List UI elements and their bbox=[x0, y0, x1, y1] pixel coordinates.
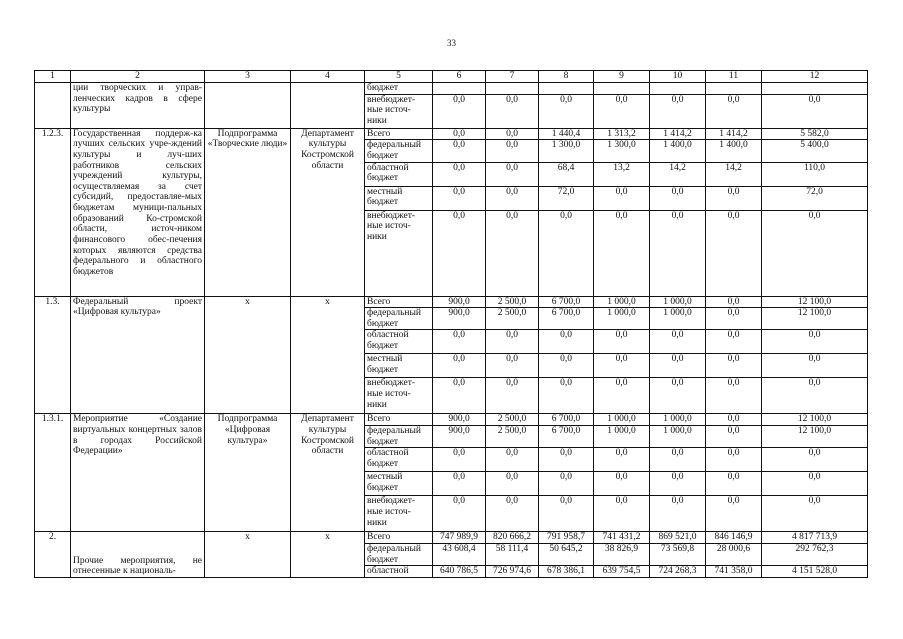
funding-source: местный бюджет bbox=[365, 354, 433, 378]
value-cell: 0,0 bbox=[594, 378, 650, 414]
value-cell: 28 000,6 bbox=[706, 543, 762, 565]
column-header: 12 bbox=[762, 71, 868, 83]
value-cell: 5 400,0 bbox=[762, 140, 868, 162]
table-row bbox=[35, 83, 868, 95]
value-cell: 0,0 bbox=[706, 426, 762, 448]
row-description: Мероприятие «Создание виртуальных концертных залов в городах Российской Федерации» bbox=[71, 414, 205, 532]
value-cell: 0,0 bbox=[433, 210, 486, 296]
value-cell: 0,0 bbox=[486, 210, 539, 296]
value-cell: 1 000,0 bbox=[650, 414, 706, 426]
value-cell: 0,0 bbox=[762, 94, 868, 128]
funding-source: областной бюджет bbox=[365, 162, 433, 186]
value-cell: 0,0 bbox=[650, 472, 706, 496]
value-cell: 14,2 bbox=[706, 162, 762, 186]
executor-cell: Департамент культуры Костромской области bbox=[291, 414, 365, 532]
row-number: 1.2.3. bbox=[35, 128, 71, 296]
value-cell: 900,0 bbox=[433, 296, 486, 308]
value-cell: 0,0 bbox=[650, 378, 706, 414]
row-number-cell bbox=[35, 83, 71, 129]
value-cell: 0,0 bbox=[433, 186, 486, 210]
value-cell: 0,0 bbox=[762, 354, 868, 378]
value-cell: 2 500,0 bbox=[486, 308, 539, 330]
table-row bbox=[35, 532, 868, 544]
value-cell: 5 582,0 bbox=[762, 128, 868, 140]
value-cell: 0,0 bbox=[433, 330, 486, 354]
row-number: 1.3. bbox=[35, 296, 71, 414]
value-cell: 1 000,0 bbox=[594, 414, 650, 426]
value-cell: 0,0 bbox=[594, 354, 650, 378]
value-cell: 726 974,6 bbox=[486, 566, 539, 578]
value-cell: 724 268,3 bbox=[650, 566, 706, 578]
value-cell: 0,0 bbox=[594, 496, 650, 532]
value-cell: 0,0 bbox=[433, 162, 486, 186]
value-cell: 741 358,0 bbox=[706, 566, 762, 578]
value-cell: 0,0 bbox=[486, 330, 539, 354]
value-cell: 0,0 bbox=[762, 330, 868, 354]
value-cell: 0,0 bbox=[706, 414, 762, 426]
value-cell: 678 386,1 bbox=[539, 566, 594, 578]
value-cell: 1 000,0 bbox=[650, 308, 706, 330]
value-cell: 72,0 bbox=[539, 186, 594, 210]
value-cell: 0,0 bbox=[650, 354, 706, 378]
value-cell bbox=[594, 83, 650, 95]
funding-source: федеральный бюджет bbox=[365, 543, 433, 565]
page-number: 33 bbox=[447, 38, 456, 48]
value-cell: 0,0 bbox=[706, 354, 762, 378]
value-cell: 1 400,0 bbox=[706, 140, 762, 162]
value-cell: 73 569,8 bbox=[650, 543, 706, 565]
value-cell: 0,0 bbox=[486, 496, 539, 532]
value-cell: 0,0 bbox=[486, 128, 539, 140]
value-cell: 1 414,2 bbox=[650, 128, 706, 140]
funding-source: внебюджет-ные источ-ники bbox=[365, 378, 433, 414]
column-header: 5 bbox=[365, 71, 433, 83]
value-cell: 0,0 bbox=[706, 210, 762, 296]
value-cell: 4 151 528,0 bbox=[762, 566, 868, 578]
value-cell: 0,0 bbox=[433, 378, 486, 414]
value-cell bbox=[433, 83, 486, 95]
value-cell: 0,0 bbox=[539, 378, 594, 414]
value-cell: 747 989,9 bbox=[433, 532, 486, 544]
value-cell: 1 313,2 bbox=[594, 128, 650, 140]
value-cell: 43 608,4 bbox=[433, 543, 486, 565]
table-row bbox=[35, 414, 868, 426]
header-row bbox=[35, 71, 868, 83]
funding-source: внебюджет-ные источ-ники bbox=[365, 210, 433, 296]
value-cell: 791 958,7 bbox=[539, 532, 594, 544]
value-cell: 0,0 bbox=[539, 354, 594, 378]
funding-source: федеральный бюджет bbox=[365, 426, 433, 448]
row-number: 2. bbox=[35, 532, 71, 578]
value-cell: 0,0 bbox=[650, 496, 706, 532]
executor-cell: Департамент культуры Костромской области bbox=[291, 128, 365, 296]
value-cell: 0,0 bbox=[650, 94, 706, 128]
row-description-text: Прочие мероприятия, не отнесенные к националь- bbox=[73, 555, 202, 577]
value-cell bbox=[650, 83, 706, 95]
funding-source: внебюджет-ные источ-ники bbox=[365, 496, 433, 532]
value-cell: 0,0 bbox=[486, 472, 539, 496]
value-cell: 0,0 bbox=[650, 330, 706, 354]
funding-source: областной бюджет bbox=[365, 330, 433, 354]
value-cell: 0,0 bbox=[433, 354, 486, 378]
value-cell: 6 700,0 bbox=[539, 296, 594, 308]
value-cell: 1 000,0 bbox=[594, 426, 650, 448]
value-cell: 900,0 bbox=[433, 414, 486, 426]
value-cell: 900,0 bbox=[433, 426, 486, 448]
value-cell: 0,0 bbox=[762, 472, 868, 496]
value-cell bbox=[706, 83, 762, 95]
value-cell: 1 400,0 bbox=[650, 140, 706, 162]
value-cell: 0,0 bbox=[594, 94, 650, 128]
value-cell: 72,0 bbox=[762, 186, 868, 210]
value-cell: 741 431,2 bbox=[594, 532, 650, 544]
value-cell: 38 826,9 bbox=[594, 543, 650, 565]
value-cell: 12 100,0 bbox=[762, 308, 868, 330]
value-cell: 0,0 bbox=[539, 330, 594, 354]
value-cell: 0,0 bbox=[539, 472, 594, 496]
value-cell: 0,0 bbox=[650, 448, 706, 472]
value-cell: 0,0 bbox=[762, 496, 868, 532]
value-cell: 0,0 bbox=[486, 162, 539, 186]
budget-table bbox=[34, 70, 868, 578]
value-cell: 58 111,4 bbox=[486, 543, 539, 565]
value-cell: 4 817 713,9 bbox=[762, 532, 868, 544]
value-cell: 0,0 bbox=[539, 210, 594, 296]
value-cell: 13,2 bbox=[594, 162, 650, 186]
value-cell: 0,0 bbox=[594, 186, 650, 210]
value-cell: 0,0 bbox=[594, 210, 650, 296]
funding-source: внебюджет-ные источ-ники bbox=[365, 94, 433, 128]
value-cell: 1 000,0 bbox=[594, 308, 650, 330]
value-cell: 0,0 bbox=[433, 496, 486, 532]
value-cell: 0,0 bbox=[650, 186, 706, 210]
column-header: 7 bbox=[486, 71, 539, 83]
value-cell: 0,0 bbox=[594, 448, 650, 472]
row-description: Государственная поддерж-ка лучших сельских учре-ждений культуры и луч-ших работников сельских учреждений культуры, осуществляемая за счет субсидий, предоставляе-мых бюджетам муници-пальных образований Ко-стромской области, источ-ником финансового обес-печения которых являются средства федерального и областного бюджетов bbox=[71, 128, 205, 296]
value-cell: 0,0 bbox=[539, 94, 594, 128]
value-cell: 50 645,2 bbox=[539, 543, 594, 565]
value-cell: 0,0 bbox=[539, 448, 594, 472]
column-header: 8 bbox=[539, 71, 594, 83]
column-header: 1 bbox=[35, 71, 71, 83]
funding-source: областной bbox=[365, 566, 433, 578]
value-cell: 1 000,0 bbox=[650, 296, 706, 308]
column-header: 4 bbox=[291, 71, 365, 83]
program-cell: Подпрограмма «Цифровая культура» bbox=[205, 414, 291, 532]
value-cell: 12 100,0 bbox=[762, 426, 868, 448]
funding-source: Всего bbox=[365, 128, 433, 140]
value-cell: 14,2 bbox=[650, 162, 706, 186]
funding-source: бюджет bbox=[365, 83, 433, 95]
value-cell: 0,0 bbox=[539, 496, 594, 532]
funding-source: областной бюджет bbox=[365, 448, 433, 472]
value-cell: 1 440,4 bbox=[539, 128, 594, 140]
row-number: 1.3.1. bbox=[35, 414, 71, 532]
column-header: 3 bbox=[205, 71, 291, 83]
funding-source: Всего bbox=[365, 414, 433, 426]
table-row bbox=[35, 128, 868, 140]
value-cell: 846 146,9 bbox=[706, 532, 762, 544]
value-cell: 0,0 bbox=[433, 94, 486, 128]
value-cell: 869 521,0 bbox=[650, 532, 706, 544]
value-cell: 1 414,2 bbox=[706, 128, 762, 140]
program-cell: Подпрограмма «Творческие люди» bbox=[205, 128, 291, 296]
value-cell: 0,0 bbox=[706, 496, 762, 532]
row-description bbox=[71, 532, 205, 578]
value-cell: 0,0 bbox=[706, 94, 762, 128]
value-cell bbox=[762, 83, 868, 95]
value-cell: 0,0 bbox=[706, 186, 762, 210]
value-cell: 6 700,0 bbox=[539, 414, 594, 426]
value-cell bbox=[486, 83, 539, 95]
column-header: 10 bbox=[650, 71, 706, 83]
value-cell: 0,0 bbox=[706, 296, 762, 308]
value-cell: 292 762,3 bbox=[762, 543, 868, 565]
value-cell: 0,0 bbox=[650, 210, 706, 296]
value-cell: 1 000,0 bbox=[594, 296, 650, 308]
funding-source: местный бюджет bbox=[365, 472, 433, 496]
funding-source: Всего bbox=[365, 296, 433, 308]
value-cell: 68,4 bbox=[539, 162, 594, 186]
value-cell: 0,0 bbox=[762, 448, 868, 472]
value-cell: 640 786,5 bbox=[433, 566, 486, 578]
value-cell: 0,0 bbox=[433, 128, 486, 140]
value-cell: 0,0 bbox=[486, 354, 539, 378]
value-cell: 0,0 bbox=[486, 378, 539, 414]
program-cell bbox=[205, 83, 291, 129]
value-cell: 12 100,0 bbox=[762, 296, 868, 308]
value-cell: 12 100,0 bbox=[762, 414, 868, 426]
value-cell: 0,0 bbox=[594, 472, 650, 496]
row-description: ции творческих и управ-ленческих кадров в сфере культуры bbox=[71, 83, 205, 129]
funding-source: местный бюджет bbox=[365, 186, 433, 210]
executor-cell: х bbox=[291, 532, 365, 578]
value-cell: 0,0 bbox=[433, 448, 486, 472]
value-cell: 639 754,5 bbox=[594, 566, 650, 578]
value-cell: 0,0 bbox=[486, 448, 539, 472]
value-cell: 0,0 bbox=[762, 210, 868, 296]
value-cell: 1 300,0 bbox=[594, 140, 650, 162]
funding-source: федеральный бюджет bbox=[365, 308, 433, 330]
value-cell: 820 666,2 bbox=[486, 532, 539, 544]
value-cell: 6 700,0 bbox=[539, 426, 594, 448]
executor-cell: х bbox=[291, 296, 365, 414]
funding-source: федеральный бюджет bbox=[365, 140, 433, 162]
value-cell: 0,0 bbox=[706, 472, 762, 496]
value-cell: 0,0 bbox=[486, 94, 539, 128]
column-header: 9 bbox=[594, 71, 650, 83]
value-cell: 110,0 bbox=[762, 162, 868, 186]
program-cell: х bbox=[205, 296, 291, 414]
value-cell: 900,0 bbox=[433, 308, 486, 330]
value-cell: 1 300,0 bbox=[539, 140, 594, 162]
value-cell: 0,0 bbox=[433, 140, 486, 162]
value-cell: 0,0 bbox=[762, 378, 868, 414]
value-cell: 2 500,0 bbox=[486, 426, 539, 448]
value-cell: 0,0 bbox=[594, 330, 650, 354]
column-header: 6 bbox=[433, 71, 486, 83]
value-cell: 0,0 bbox=[706, 378, 762, 414]
executor-cell bbox=[291, 83, 365, 129]
value-cell: 0,0 bbox=[706, 330, 762, 354]
value-cell: 0,0 bbox=[706, 308, 762, 330]
value-cell: 6 700,0 bbox=[539, 308, 594, 330]
value-cell: 0,0 bbox=[486, 186, 539, 210]
column-header: 2 bbox=[71, 71, 205, 83]
value-cell: 0,0 bbox=[486, 140, 539, 162]
value-cell bbox=[539, 83, 594, 95]
program-cell: х bbox=[205, 532, 291, 578]
table-row bbox=[35, 296, 868, 308]
column-header: 11 bbox=[706, 71, 762, 83]
value-cell: 2 500,0 bbox=[486, 296, 539, 308]
value-cell: 1 000,0 bbox=[650, 426, 706, 448]
value-cell: 0,0 bbox=[706, 448, 762, 472]
row-description: Федеральный проект «Цифровая культура» bbox=[71, 296, 205, 414]
value-cell: 2 500,0 bbox=[486, 414, 539, 426]
value-cell: 0,0 bbox=[433, 472, 486, 496]
funding-source: Всего bbox=[365, 532, 433, 544]
